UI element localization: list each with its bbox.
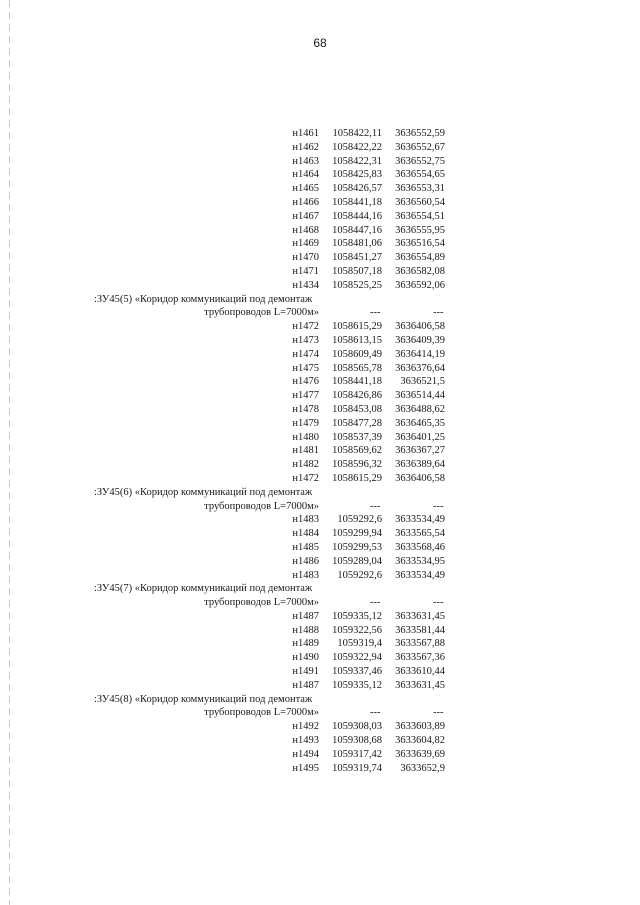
point-id: н1434: [292, 279, 319, 291]
section-subtitle: трубопроводов L=7000м»: [204, 307, 319, 319]
coordinate-row: [0, 472, 640, 486]
coordinate-row: [0, 141, 640, 155]
point-id: н1479: [292, 417, 319, 429]
coordinate-row: [0, 762, 640, 776]
point-id: н1472: [292, 321, 319, 333]
coord-y: 3633567,36: [395, 652, 445, 664]
coord-x: 1058569,62: [332, 445, 382, 457]
section-title: :ЗУ45(8) «Коридор коммуникаций под демонтаж: [94, 693, 313, 705]
coord-y: 3636406,58: [395, 321, 445, 333]
section-block: [0, 127, 640, 293]
coordinate-row: [0, 320, 640, 334]
coord-x: 1058525,25: [332, 279, 382, 291]
coordinate-row: [0, 251, 640, 265]
point-id: н1491: [292, 666, 319, 678]
point-id: н1480: [292, 431, 319, 443]
dash-x: ---: [370, 307, 381, 319]
section-subtitle: трубопроводов L=7000м»: [204, 500, 319, 512]
section-subtitle-row: [0, 306, 640, 320]
point-id: н1484: [292, 528, 319, 540]
coordinate-row: [0, 155, 640, 169]
point-id: н1474: [292, 348, 319, 360]
coord-x: 1059308,03: [332, 721, 382, 733]
coord-x: 1058447,16: [332, 224, 382, 236]
point-id: н1471: [292, 265, 319, 277]
section-title-row: [0, 582, 640, 596]
point-id: н1476: [292, 376, 319, 388]
point-id: н1490: [292, 652, 319, 664]
point-id: н1495: [292, 762, 319, 774]
coordinate-row: [0, 362, 640, 376]
coord-y: 3633610,44: [395, 666, 445, 678]
coordinate-row: [0, 348, 640, 362]
point-id: н1493: [292, 735, 319, 747]
coord-x: 1059308,68: [332, 735, 382, 747]
section-title: :ЗУ45(5) «Коридор коммуникаций под демонтаж: [94, 293, 313, 305]
dash-x: ---: [370, 707, 381, 719]
coord-x: 1058507,18: [332, 265, 382, 277]
coord-y: 3636560,54: [395, 196, 445, 208]
coordinate-row: [0, 637, 640, 651]
coordinate-row: [0, 196, 640, 210]
coord-x: 1059322,94: [332, 652, 382, 664]
dash-y: ---: [433, 707, 444, 719]
coord-x: 1058444,16: [332, 210, 382, 222]
coord-x: 1059319,74: [332, 762, 382, 774]
coord-x: 1058615,29: [332, 321, 382, 333]
point-id: н1477: [292, 390, 319, 402]
coord-y: 3633565,54: [395, 528, 445, 540]
coordinate-row: [0, 417, 640, 431]
coord-x: 1058426,57: [332, 183, 382, 195]
coordinate-row: [0, 375, 640, 389]
section-title: :ЗУ45(6) «Коридор коммуникаций под демонтаж: [94, 486, 313, 498]
coord-y: 3636516,54: [395, 238, 445, 250]
point-id: н1461: [292, 128, 319, 139]
point-id: н1487: [292, 610, 319, 622]
coord-y: 3636582,08: [395, 265, 445, 277]
coord-y: 3636552,75: [395, 155, 445, 167]
coord-y: 3636554,51: [395, 210, 445, 222]
coord-y: 3633581,44: [395, 624, 445, 636]
coord-y: 3636552,67: [395, 141, 445, 153]
coord-x: 1059299,53: [332, 541, 382, 553]
coord-y: 3633631,45: [395, 610, 445, 622]
point-id: н1489: [292, 638, 319, 650]
coord-y: 3636592,06: [395, 279, 445, 291]
point-id: н1462: [292, 141, 319, 153]
coordinate-row: [0, 237, 640, 251]
section-title: :ЗУ45(7) «Коридор коммуникаций под демонтаж: [94, 583, 313, 595]
point-id: н1492: [292, 721, 319, 733]
point-id: н1482: [292, 459, 319, 471]
section-title-row: [0, 486, 640, 500]
coord-x: 1059319,4: [337, 638, 382, 650]
coord-x: 1059335,12: [332, 610, 382, 622]
coord-x: 1058451,27: [332, 252, 382, 264]
coord-x: 1058422,22: [332, 141, 382, 153]
point-id: н1481: [292, 445, 319, 457]
point-id: н1469: [292, 238, 319, 250]
point-id: н1488: [292, 624, 319, 636]
coordinate-row: [0, 431, 640, 445]
coord-y: 3636414,19: [395, 348, 445, 360]
coordinate-row: [0, 541, 640, 555]
point-id: н1483: [292, 514, 319, 526]
section-block: [0, 486, 640, 583]
coord-x: 1058477,28: [332, 417, 382, 429]
coord-y: 3633639,69: [395, 748, 445, 760]
coordinate-row: [0, 265, 640, 279]
section-subtitle-row: [0, 706, 640, 720]
coord-y: 3636367,27: [395, 445, 445, 457]
section-subtitle-row: [0, 596, 640, 610]
coord-x: 1058453,08: [332, 403, 382, 415]
coordinate-row: [0, 444, 640, 458]
coord-x: 1059292,6: [337, 514, 382, 526]
point-id: н1473: [292, 334, 319, 346]
point-id: н1472: [292, 472, 319, 484]
coord-y: 3636389,64: [395, 459, 445, 471]
point-id: н1475: [292, 362, 319, 374]
coordinate-row: [0, 679, 640, 693]
coord-x: 1058481,06: [332, 238, 382, 250]
coordinate-row: [0, 279, 640, 293]
point-id: н1478: [292, 403, 319, 415]
coord-y: 3633534,49: [395, 514, 445, 526]
dash-y: ---: [433, 597, 444, 609]
point-id: н1468: [292, 224, 319, 236]
coordinate-row: [0, 624, 640, 638]
coord-y: 3636406,58: [395, 472, 445, 484]
coord-x: 1059317,42: [332, 748, 382, 760]
coordinate-row: [0, 458, 640, 472]
section-title-row: [0, 293, 640, 307]
coord-x: 1059322,56: [332, 624, 382, 636]
coordinate-row: [0, 210, 640, 224]
coordinate-row: [0, 555, 640, 569]
coord-x: 1058422,11: [332, 128, 382, 139]
coord-y: 3633603,89: [395, 721, 445, 733]
point-id: н1466: [292, 196, 319, 208]
coord-x: 1058609,49: [332, 348, 382, 360]
coord-y: 3636521,5: [400, 376, 445, 388]
coord-y: 3636409,39: [395, 334, 445, 346]
coord-y: 3636376,64: [395, 362, 445, 374]
coord-x: 1058426,86: [332, 390, 382, 402]
coordinate-row: [0, 389, 640, 403]
coord-y: 3636552,59: [395, 128, 445, 139]
coord-x: 1058422,31: [332, 155, 382, 167]
coordinate-row: [0, 651, 640, 665]
coord-y: 3633568,46: [395, 541, 445, 553]
section-subtitle: трубопроводов L=7000м»: [204, 597, 319, 609]
coordinate-row: [0, 734, 640, 748]
coord-y: 3633534,95: [395, 555, 445, 567]
page-number: 68: [313, 36, 327, 50]
coordinate-row: [0, 665, 640, 679]
dash-x: ---: [370, 597, 381, 609]
coord-y: 3636553,31: [395, 183, 445, 195]
coord-x: 1058441,18: [332, 196, 382, 208]
coord-x: 1058596,32: [332, 459, 382, 471]
point-id: н1463: [292, 155, 319, 167]
point-id: н1465: [292, 183, 319, 195]
coordinate-row: [0, 168, 640, 182]
coord-y: 3636514,44: [395, 390, 445, 402]
coord-x: 1058565,78: [332, 362, 382, 374]
coordinate-row: [0, 403, 640, 417]
coordinate-table: [0, 127, 640, 775]
coordinate-row: [0, 748, 640, 762]
section-title-row: [0, 693, 640, 707]
point-id: н1467: [292, 210, 319, 222]
point-id: н1483: [292, 569, 319, 581]
coord-y: 3636554,89: [395, 252, 445, 264]
point-id: н1494: [292, 748, 319, 760]
dash-y: ---: [433, 500, 444, 512]
point-id: н1486: [292, 555, 319, 567]
dash-y: ---: [433, 307, 444, 319]
coordinate-row: [0, 513, 640, 527]
coordinate-row: [0, 334, 640, 348]
coordinate-row: [0, 527, 640, 541]
coord-x: 1058613,15: [332, 334, 382, 346]
coord-y: 3636488,62: [395, 403, 445, 415]
section-block: [0, 693, 640, 776]
point-id: н1464: [292, 169, 319, 181]
dash-x: ---: [370, 500, 381, 512]
coord-x: 1058615,29: [332, 472, 382, 484]
point-id: н1470: [292, 252, 319, 264]
coord-y: 3633567,88: [395, 638, 445, 650]
coord-x: 1058537,39: [332, 431, 382, 443]
coord-x: 1059289,04: [332, 555, 382, 567]
coordinate-row: [0, 720, 640, 734]
point-id: н1485: [292, 541, 319, 553]
coord-x: 1059337,46: [332, 666, 382, 678]
section-block: [0, 293, 640, 486]
coordinate-row: [0, 127, 640, 141]
coord-y: 3636554,65: [395, 169, 445, 181]
coord-x: 1059292,6: [337, 569, 382, 581]
coordinate-row: [0, 182, 640, 196]
section-subtitle: трубопроводов L=7000м»: [204, 707, 319, 719]
coord-y: 3633534,49: [395, 569, 445, 581]
coord-y: 3633652,9: [400, 762, 445, 774]
coord-x: 1059335,12: [332, 679, 382, 691]
coord-x: 1058441,18: [332, 376, 382, 388]
coord-y: 3636401,25: [395, 431, 445, 443]
section-subtitle-row: [0, 500, 640, 514]
section-block: [0, 582, 640, 692]
coord-y: 3636465,35: [395, 417, 445, 429]
coordinate-row: [0, 224, 640, 238]
coord-y: 3633631,45: [395, 679, 445, 691]
coord-y: 3636555,95: [395, 224, 445, 236]
coord-y: 3633604,82: [395, 735, 445, 747]
coordinate-row: [0, 569, 640, 583]
coord-x: 1059299,94: [332, 528, 382, 540]
coord-x: 1058425,83: [332, 169, 382, 181]
point-id: н1487: [292, 679, 319, 691]
coordinate-row: [0, 610, 640, 624]
